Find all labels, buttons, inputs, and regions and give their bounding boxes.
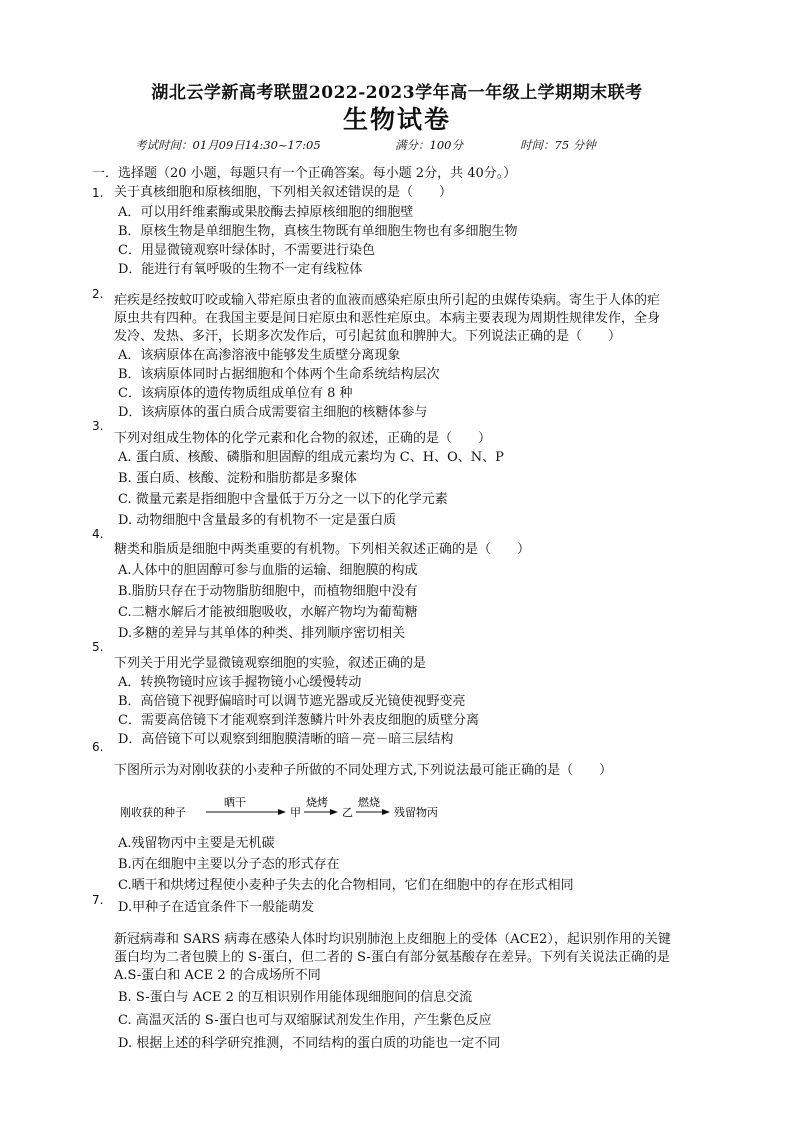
option: D．该病原体的蛋白质合成需要宿主细胞的核糖体参与 [118, 405, 428, 420]
question-stem: 发冷、发热、多汗，长期多次发作后，可引起贫血和脾肿大。下列说法正确的是（ ） [114, 329, 622, 344]
question-stem: 新冠病毒和 SARS 病毒在感染人体时均识别肺泡上皮细胞上的受体（ACE2），起识别作用的关键 [114, 932, 671, 947]
question-stem: 下列关于用光学显微镜观察细胞的实验，叙述正确的是 [114, 656, 427, 671]
option: A.人体中的胆固醇可参与血脂的运输、细胞膜的构成 [118, 563, 418, 578]
question-number: 4. [92, 527, 104, 541]
option: B．高倍镜下视野偏暗时可以调节遮光器或反光镜使视野变亮 [118, 694, 466, 709]
option: B. 蛋白质、核酸、淀粉和脂肪都是多聚体 [118, 471, 357, 486]
arrow-1-head [278, 809, 286, 815]
question-stem: 蛋白均为二者包膜上的 S-蛋白，但二者的 S-蛋白有部分氨基酸存在差异。下列有关说法正确的是 [114, 950, 670, 965]
question-stem: 原虫共有四种。在我国主要是间日疟原虫和恶性疟原虫。本病主要表现为周期性规律发作，全身 [114, 311, 661, 326]
option: D. 动物细胞中含量最多的有机物不一定是蛋白质 [118, 513, 397, 528]
diagram-node2: 乙 [342, 806, 353, 819]
section-heading: 一．选择题（20 小题，每题只有一个正确答案。每小题 2分，共 40分。） [92, 166, 517, 181]
exam-time: 考试时间：01月09日14:30~17:05 [135, 138, 321, 152]
option: D．能进行有氧呼吸的生物不一定有线粒体 [118, 262, 363, 277]
option: D.甲种子在适宜条件下一般能萌发 [118, 900, 315, 915]
exam-title: 湖北云学新高考联盟2022-2023学年高一年级上学期期末联考 [151, 83, 643, 103]
option: A. 蛋白质、核酸、磷脂和胆固醇的组成元素均为 C、H、O、N、P [118, 450, 504, 465]
option: B．该病原体同时占据细胞和个体两个生命系统结构层次 [118, 367, 440, 382]
seed-process-diagram [118, 792, 478, 832]
question-number: 5. [92, 640, 104, 654]
exam-duration: 时间：75 分钟 [520, 138, 596, 152]
question-stem: 下列对组成生物体的化学元素和化合物的叙述，正确的是（ ） [114, 431, 492, 446]
question-number: 2. [92, 287, 104, 301]
question-number: 3. [92, 419, 104, 433]
option: A.S-蛋白和 ACE 2 的合成场所不同 [114, 968, 321, 983]
option: D. 根据上述的科学研究推测，不同结构的蛋白质的功能也一定不同 [118, 1036, 501, 1051]
option: C. 微量元素是指细胞中含量低于万分之一以下的化学元素 [118, 492, 448, 507]
diagram-step2: 烧烤 [306, 796, 328, 809]
option: C．需要高倍镜下才能观察到洋葱鳞片叶外表皮细胞的质壁分离 [118, 713, 479, 728]
full-score: 满分：100分 [395, 138, 463, 152]
option: A．可以用纤维素酶或果胶酶去掉原核细胞的细胞壁 [118, 205, 414, 220]
option: C．用显微镜观察叶绿体时，不需要进行染色 [118, 243, 375, 258]
option: D.多糖的差异与其单体的种类、排列顺序密切相关 [118, 626, 406, 641]
question-number: 6. [92, 740, 104, 754]
arrow-3-head [382, 809, 390, 815]
option: C．该病原体的遗传物质组成单位有 8 种 [118, 386, 353, 401]
option: D．高倍镜下可以观察到细胞膜清晰的暗－亮－暗三层结构 [118, 732, 454, 747]
option: B.脂肪只存在于动物脂肪细胞中，而植物细胞中没有 [118, 584, 418, 599]
arrow-2-head [330, 809, 338, 815]
diagram-start: 刚收获的种子 [120, 806, 186, 819]
diagram-end: 残留物丙 [394, 806, 438, 819]
question-stem: 疟疾是经按蚊叮咬或输入带疟原虫者的血液而感染疟原虫所引起的虫媒传染病。寄生于人体的疟 [114, 293, 661, 308]
option: C. 高温灭活的 S-蛋白也可与双缩脲试剂发生作用，产生紫色反应 [118, 1013, 492, 1028]
diagram-step1: 晒干 [224, 796, 246, 809]
subject-title: 生物试卷 [342, 105, 451, 134]
question-stem: 糖类和脂质是细胞中两类重要的有机物。下列相关叙述正确的是（ ） [114, 542, 531, 557]
option: A.残留物丙中主要是无机碳 [118, 836, 275, 851]
question-number: 1. [92, 186, 104, 200]
option: B. S-蛋白与 ACE 2 的互相识别作用能体现细胞间的信息交流 [118, 990, 473, 1005]
diagram-node1: 甲 [290, 806, 301, 819]
option: C.晒干和烘烤过程使小麦种子失去的化合物相同，它们在细胞中的存在形式相同 [118, 878, 574, 893]
option: A．该病原体在高渗溶液中能够发生质壁分离现象 [118, 348, 401, 363]
question-number: 7. [92, 893, 104, 907]
option: C.二糖水解后才能被细胞吸收，水解产物均为葡萄糖 [118, 605, 418, 620]
option: B.丙在细胞中主要以分子态的形式存在 [118, 857, 340, 872]
diagram-step3: 燃烧 [358, 796, 380, 809]
question-stem: 关于真核细胞和原核细胞，下列相关叙述错误的是（ ） [114, 185, 453, 200]
option: B．原核生物是单细胞生物，真核生物既有单细胞生物也有多细胞生物 [118, 224, 518, 239]
question-stem: 下图所示为对刚收获的小麦种子所做的不同处理方式,下列说法最可能正确的是（ ） [114, 763, 613, 778]
option: A．转换物镜时应该手握物镜小心缓慢转动 [118, 675, 362, 690]
